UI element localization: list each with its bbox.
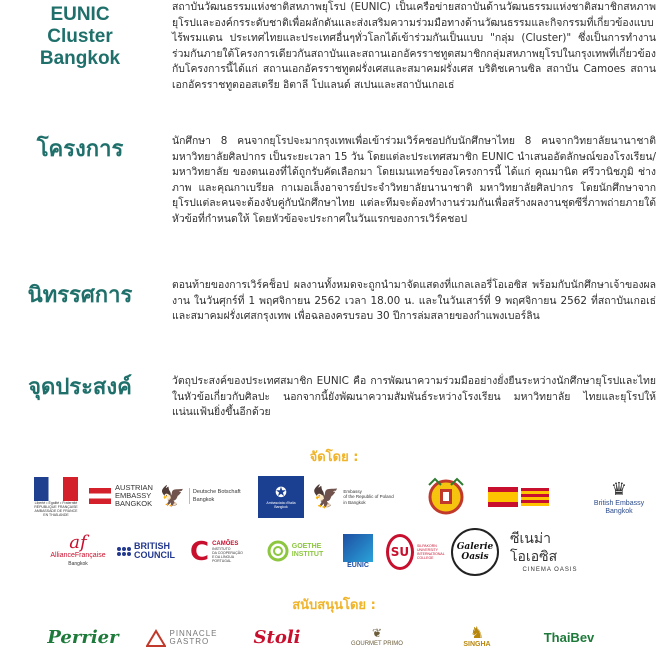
section-paragraph-eunic: สถาบันวัฒนธรรมแห่งชาติสหภาพยุโรป (EUNIC) เป็นเครือข่ายสถาบันด้านวัฒนธรรมแห่งชาติสมาชิกสหภาพยุโรปและองค์กรระดับชาติเพื่อผลักดันและส่งเสริมความร่วมมือทางด้านวัฒนธรรมและกิจกรรมที่เกี่ยวข้องแบบไร้พรมแดน ประเทศไทยและประเทศอื่นๆทั่วโลกได้เข้าร่วมกันเป็นแบบ "กลุ่ม (Cluster)" ซึ่งเป็นการทำงานร่วมกันภายใต้โครงการเดียวกันสถาบันและสถานเอกอัครราชทูตสมาชิกกลุ่มสหภาพยุโรปในกรุงเทพที่เกี่ยวข้องกับโครงการนี้ได้แก่ สถานเอกอัครราชทูตฝรั่งเศสและสมาคมฝรั่งเศส บริติชเคานซิล สถาบัน Camoes สถานเอกอัครราชทูตออสเตรีย อิตาลี โปแลนด์ สเปนและสถาบันเกอเธ่ xyxy=(172,1,656,91)
logo-camoes-institute: C CAMÕES INSTITUTO DA COOPERAÇÃO E DA LÍNGUA PORTUGAL xyxy=(190,537,243,567)
french-flag-icon xyxy=(34,477,78,501)
logo-austrian-embassy: AUSTRIAN EMBASSY BANGKOK xyxy=(84,478,158,514)
logo-pinnacle-gastro: PINNACLE GASTRO xyxy=(142,622,222,654)
logo-thaibev: ThaiBev xyxy=(543,629,595,645)
section-paragraph-exhibition: ตอนท้ายของการเวิร์คช็อป ผลงานทั้งหมดจะถูกนำมาจัดแสดงที่แกลเลอรี่โอเอซิส พร้อมกับนักศึกษาเจ้าของผลงาน ในวันศุกร์ที่ 1 พฤศจิกายน 2562 เวลา 18.00 น. และในวันเสาร์ที่ 9 พฤศจิกายน 2562 ที่สถาบันเกอเธ่และสมาคมฝรั่งเศสกรุงเทพ เพื่อฉลองครบรอบ 30 ปีการล่มสลายของกำแพงเบอร์ลิน xyxy=(172,279,656,323)
section-heading-objective: จุดประสงค์ xyxy=(28,374,132,399)
section-paragraph-objective: วัตถุประสงค์ของประเทศสมาชิก EUNIC คือ การพัฒนาความร่วมมืออย่างยั่งยืนระหว่างนักศึกษายุโรปและไทยในหัวข้อเกี่ยวกับศิลปะ นอกจากนี้ยังพัฒนาความสัมพันธ์ระหว่างโรงเรียน มหาวิทยาลัย ไทยและยุโรปให้แน่นแฟ้นยิ่งขึ้นอีกด้วย xyxy=(172,375,656,419)
logo-eunic: EUNIC xyxy=(338,530,378,574)
section-paragraph-project: นักศึกษา 8 คนจากยุโรปจะมากรุงเทพเพื่อเข้าร่วมเวิร์คชอปกับนักศึกษาไทย 8 คนจากวิทยาลัยนานาชาติ มหาวิทยาลัยศิลปากร เป็นระยะเวลา 15 วัน โดยแต่ละประเทศสมาชิก EUNIC นำเสนออัตลักษณ์ของโรงเรียน/ มหาวิทยาลัย ของตนเองที่ได้ถูกรับคัดเลือกมา โดยเมนเทอร์ของโครงการนี้ ได้แก่ คุณมานิต ศรีวานิชภูมิ ช่างภาพ และคุณกาเบรียล กาเมอเล็งอาจารย์ประจำวิทยาลัยนานาชาติ มหาวิทยาลัยศิลปากร โดยนักศึกษาจากยุโรปแต่ละคนจะต้องจับคู่กับนักศึกษาไทย แต่ละทีมจะต้องทำงานร่วมกันเพื่อสร้างผลงานชุดซีรี่ภาพถ่ายภายใต้หัวข้อที่กำหนดให้ โดยหัวข้อจะประกาศในวันแรกของการเวิร์คชอป xyxy=(172,135,656,225)
goethe-swirl-icon xyxy=(267,540,289,562)
logo-france-embassy: Liberté • Égalité • Fraternité RÉPUBLIQUE FRANÇAISE AMBASSADE DE FRANCE EN THAÏLANDE xyxy=(28,474,84,520)
section-eunic xyxy=(0,0,668,122)
sponsors-label: สนับสนุนโดย : xyxy=(292,598,376,613)
logo-british-embassy: ♛ British Embassy Bangkok xyxy=(593,479,645,515)
logo-italian-embassy: ✪ Ambasciata d'Italia Bangkok xyxy=(258,476,304,518)
eunic-mark-icon xyxy=(343,534,373,562)
section-heading-project: โครงการ xyxy=(36,136,124,161)
logo-gourmet-primo: ❦ GOURMET PRIMO xyxy=(351,626,403,647)
gourmet-primo-emblem-icon: ❦ xyxy=(371,626,383,640)
logo-perrier: Perrier xyxy=(47,626,119,648)
section-exhibition xyxy=(0,278,668,348)
camoes-c-icon: C xyxy=(190,537,210,567)
section-objective xyxy=(0,370,668,426)
section-project xyxy=(0,134,668,264)
logo-goethe-institut: GOETHE INSTITUT xyxy=(260,536,330,566)
section-heading-exhibition: นิทรรศการ xyxy=(27,282,133,307)
organizers-label: จัดโดย : xyxy=(309,450,359,465)
logo-singha: ♞ SINGHA xyxy=(463,623,491,648)
logo-german-embassy: 🦅 Deutsche Botschaft Bangkok xyxy=(160,484,241,508)
logo-silpakorn-international: SU SILPAKORN UNIVERSITY INTERNATIONAL COLLEGE xyxy=(386,530,450,574)
logo-alliance-francaise: af AllianceFrançaise Bangkok xyxy=(50,532,106,567)
italian-star-icon: ✪ xyxy=(275,485,287,501)
singha-lion-icon: ♞ xyxy=(469,623,485,642)
british-council-dots-icon xyxy=(117,547,131,556)
logo-portuguese-coat-of-arms xyxy=(418,474,474,520)
spanish-flag-icon xyxy=(488,487,518,507)
coat-of-arms-icon xyxy=(423,477,469,517)
section-heading-eunic: EUNIC Cluster Bangkok xyxy=(39,4,121,69)
logo-british-council: BRITISH COUNCIL xyxy=(112,538,180,564)
royal-crest-icon: ♛ xyxy=(610,479,628,500)
logo-cinema-oasis: ซีเนม่าโอเอซิส CINEMA OASIS xyxy=(510,531,578,573)
logo-stoli: Stoli xyxy=(253,626,301,648)
logo-spanish-embassy xyxy=(486,482,550,512)
logo-galerie-oasis: Galerie Oasis xyxy=(450,528,500,576)
mountain-icon xyxy=(146,629,166,647)
german-eagle-icon: 🦅 xyxy=(160,484,185,508)
polish-eagle-icon: 🦅 xyxy=(312,484,340,510)
spanish-crest-icon xyxy=(521,488,549,506)
logo-polish-embassy: 🦅 Embassy of the Republic of Poland in Bangkok xyxy=(312,484,394,510)
austrian-flag-icon xyxy=(89,488,111,504)
